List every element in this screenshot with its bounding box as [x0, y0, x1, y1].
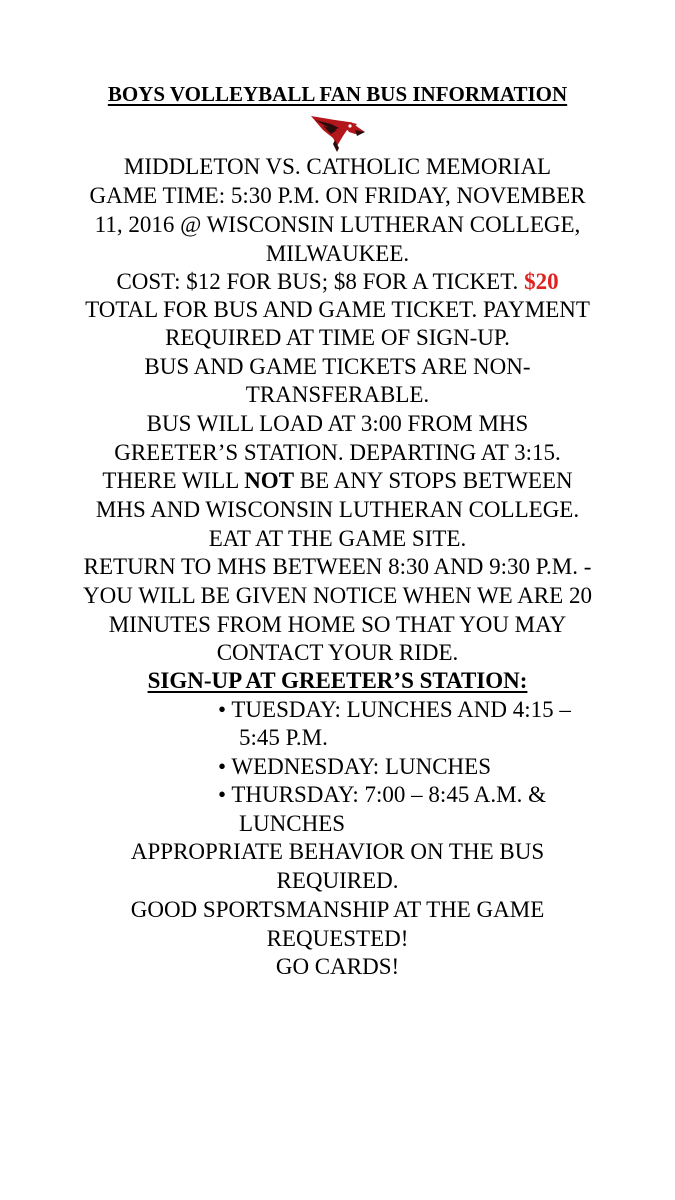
game-time-line: GAME TIME: 5:30 P.M. ON FRIDAY, NOVEMBER: [89, 183, 586, 208]
game-date-location-line: 11, 2016 @ WISCONSIN LUTHERAN COLLEGE,: [94, 212, 581, 237]
sportsmanship-line: GOOD SPORTSMANSHIP AT THE GAME: [130, 897, 545, 922]
cost-line: [0, 268, 675, 296]
cost-text: COST: $12 FOR BUS; $8 FOR A TICKET.: [116, 269, 525, 294]
matchup-line: MIDDLETON VS. CATHOLIC MEMORIAL: [123, 154, 552, 179]
departure-line: GREETER’S STATION. DEPARTING AT 3:15.: [114, 440, 561, 465]
list-item-tuesday-continued: 5:45 P.M.: [239, 725, 328, 750]
total-payment-line: TOTAL FOR BUS AND GAME TICKET. PAYMENT: [85, 297, 590, 322]
not-emphasis: NOT: [244, 468, 295, 493]
transferable-line: TRANSFERABLE.: [245, 382, 430, 407]
signup-heading: [0, 667, 675, 695]
return-line: RETURN TO MHS BETWEEN 8:30 AND 9:30 P.M. -: [83, 554, 592, 579]
list-item-tuesday: • TUESDAY: LUNCHES AND 4:15 –: [218, 697, 571, 722]
eat-line: EAT AT THE GAME SITE.: [208, 526, 467, 551]
list-item-thursday-continued: LUNCHES: [239, 811, 346, 836]
ride-line: CONTACT YOUR RIDE.: [216, 640, 459, 665]
bus-load-line: BUS WILL LOAD AT 3:00 FROM MHS: [146, 411, 529, 436]
requested-line: REQUESTED!: [266, 926, 409, 951]
flyer-title: BOYS VOLLEYBALL FAN BUS INFORMATION: [107, 82, 568, 106]
payment-required-line: REQUIRED AT TIME OF SIGN-UP.: [165, 325, 510, 350]
list-item-wednesday: • WEDNESDAY: LUNCHES: [218, 754, 492, 779]
list-item-thursday: • THURSDAY: 7:00 – 8:45 A.M. &: [218, 782, 546, 807]
behavior-line: APPROPRIATE BEHAVIOR ON THE BUS: [130, 839, 545, 864]
behavior-required-line: REQUIRED.: [276, 868, 399, 893]
cardinal-bird-logo-icon: [309, 110, 365, 152]
no-stops-text-start: THERE WILL: [102, 468, 245, 493]
go-cards-line: GO CARDS!: [275, 954, 400, 979]
no-stops-text-end: BE ANY STOPS BETWEEN: [294, 468, 573, 493]
notice-line: YOU WILL BE GIVEN NOTICE WHEN WE ARE 20: [83, 583, 592, 608]
city-line: MILWAUKEE.: [265, 241, 410, 266]
signup-heading-text: SIGN-UP AT GREETER’S STATION:: [147, 668, 528, 693]
minutes-line: MINUTES FROM HOME SO THAT YOU MAY: [108, 612, 567, 637]
total-price: $20: [524, 269, 559, 294]
non-transfer-line: BUS AND GAME TICKETS ARE NON-: [144, 354, 531, 379]
no-stops-line: [0, 467, 675, 495]
route-line: MHS AND WISCONSIN LUTHERAN COLLEGE.: [95, 497, 580, 522]
